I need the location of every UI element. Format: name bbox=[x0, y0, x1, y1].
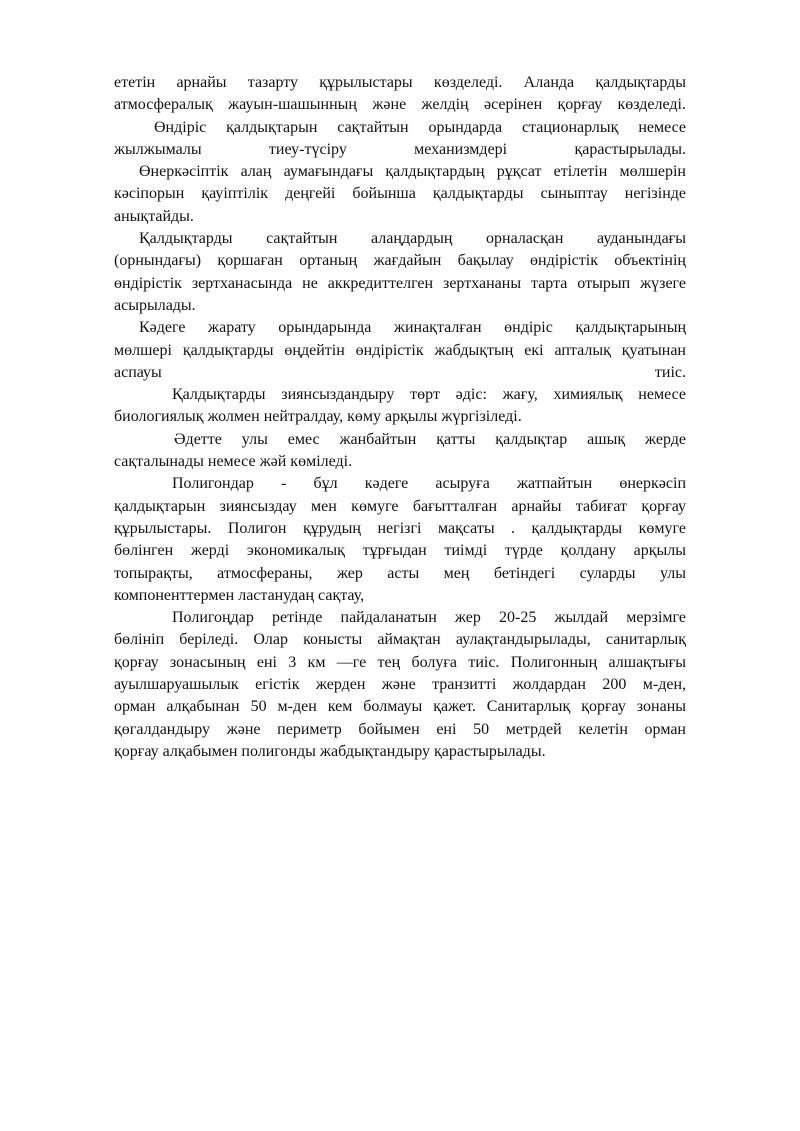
text-line: сақталынады немесе жәй көміледі. bbox=[114, 453, 353, 471]
text-line: атмосфералық жауын-шашынның және желдің әсерінен қорғау көзделеді. bbox=[114, 96, 686, 114]
document-body bbox=[114, 72, 686, 763]
text-line: бөлініп беріледі. Олар конысты аймақтан аулақтандырылады, санитарлық bbox=[114, 631, 686, 649]
text-line: анықтайды. bbox=[114, 207, 194, 225]
text-line: асырылады. bbox=[114, 296, 196, 314]
text-line: Әдетте улы емес жанбайтын қатты қалдықтар ашық жерде bbox=[174, 430, 686, 448]
text-line: Өндіріс қалдықтарын сақтайтын орындарда стационарлық немесе bbox=[154, 118, 686, 136]
text-line: (орнындағы) қоршаған ортаның жағдайын бақылау өндірістік объектінің bbox=[114, 252, 686, 270]
text-line: қорғау зонасының ені 3 км —ге тең болуға тиіс. Полигонның алшақтығы bbox=[114, 653, 686, 671]
text-line: кәсіпорын қауіптілік деңгейі бойынша қалдықтарды сыныптау негізінде bbox=[114, 185, 686, 203]
text-line: қалдықтарын зиянсыздау мен көмуге бағытталған арнайы табиғат қорғау bbox=[114, 497, 686, 515]
text-line: аспауы тиіс. bbox=[114, 363, 686, 381]
text-line: биологиялық жолмен нейтралдау, көму арқылы жүргізіледі. bbox=[114, 408, 522, 426]
text-line: Қалдықтарды зиянсыздандыру төрт әдіс: жағу, химиялық немесе bbox=[172, 386, 686, 404]
text-line: Полигондар - бұл кәдеге асыруға жатпайтын өнеркәсіп bbox=[172, 475, 686, 493]
text-line: Кәдеге жарату орындарында жинақталған өндіріс қалдықтарының bbox=[139, 319, 686, 337]
text-line: қөгалдандыру және периметр бойымен ені 50 метрдей келетін орман bbox=[114, 720, 686, 738]
text-line: өндірістік зертханасында не аккредиттелген зертхананы тарта отырып жүзеге bbox=[114, 274, 686, 292]
text-line: құрылыстары. Полигон құрудың негізгі мақсаты . қалдықтарды көмуге bbox=[114, 519, 686, 537]
text-line: мөлшері қалдықтарды өңдейтін өндірістік жабдықтың екі апталық қуатынан bbox=[114, 341, 686, 359]
text-line: Полигоңдар ретінде пайдаланатын жер 20-25 жылдай мерзімге bbox=[172, 609, 686, 627]
text-line: бөлінген жерді экономикалық тұрғыдан тиімді түрде қолдану арқылы bbox=[114, 542, 686, 560]
text-line: ауылшаруашылык егістік жерден және транзитті жолдардан 200 м-ден, bbox=[114, 676, 686, 694]
text-line: Өнеркәсіптік алаң аумағындағы қалдықтардың рұқсат етілетін мөлшерін bbox=[139, 163, 686, 181]
text-line: Қалдықтарды сақтайтын алаңдардың орналасқан ауданындағы bbox=[139, 230, 686, 248]
text-line: ететін арнайы тазарту құрылыстары көзделеді. Аланда қалдықтарды bbox=[114, 74, 686, 91]
text-line: компоненттермен ластанудаң сақтау, bbox=[114, 586, 365, 604]
text-line: жылжымалы тиеу-түсіру механизмдері қарастырылады. bbox=[114, 140, 686, 158]
text-line: орман алқабынан 50 м-ден кем болмауы қажет. Санитарлық қорғау зонаны bbox=[114, 698, 686, 716]
text-line: қорғау алқабымен полигонды жабдықтандыру қарастырылады. bbox=[114, 742, 546, 760]
text-line: топырақты, атмосфераны, жер асты мең бетіндегі суларды улы bbox=[114, 564, 686, 582]
